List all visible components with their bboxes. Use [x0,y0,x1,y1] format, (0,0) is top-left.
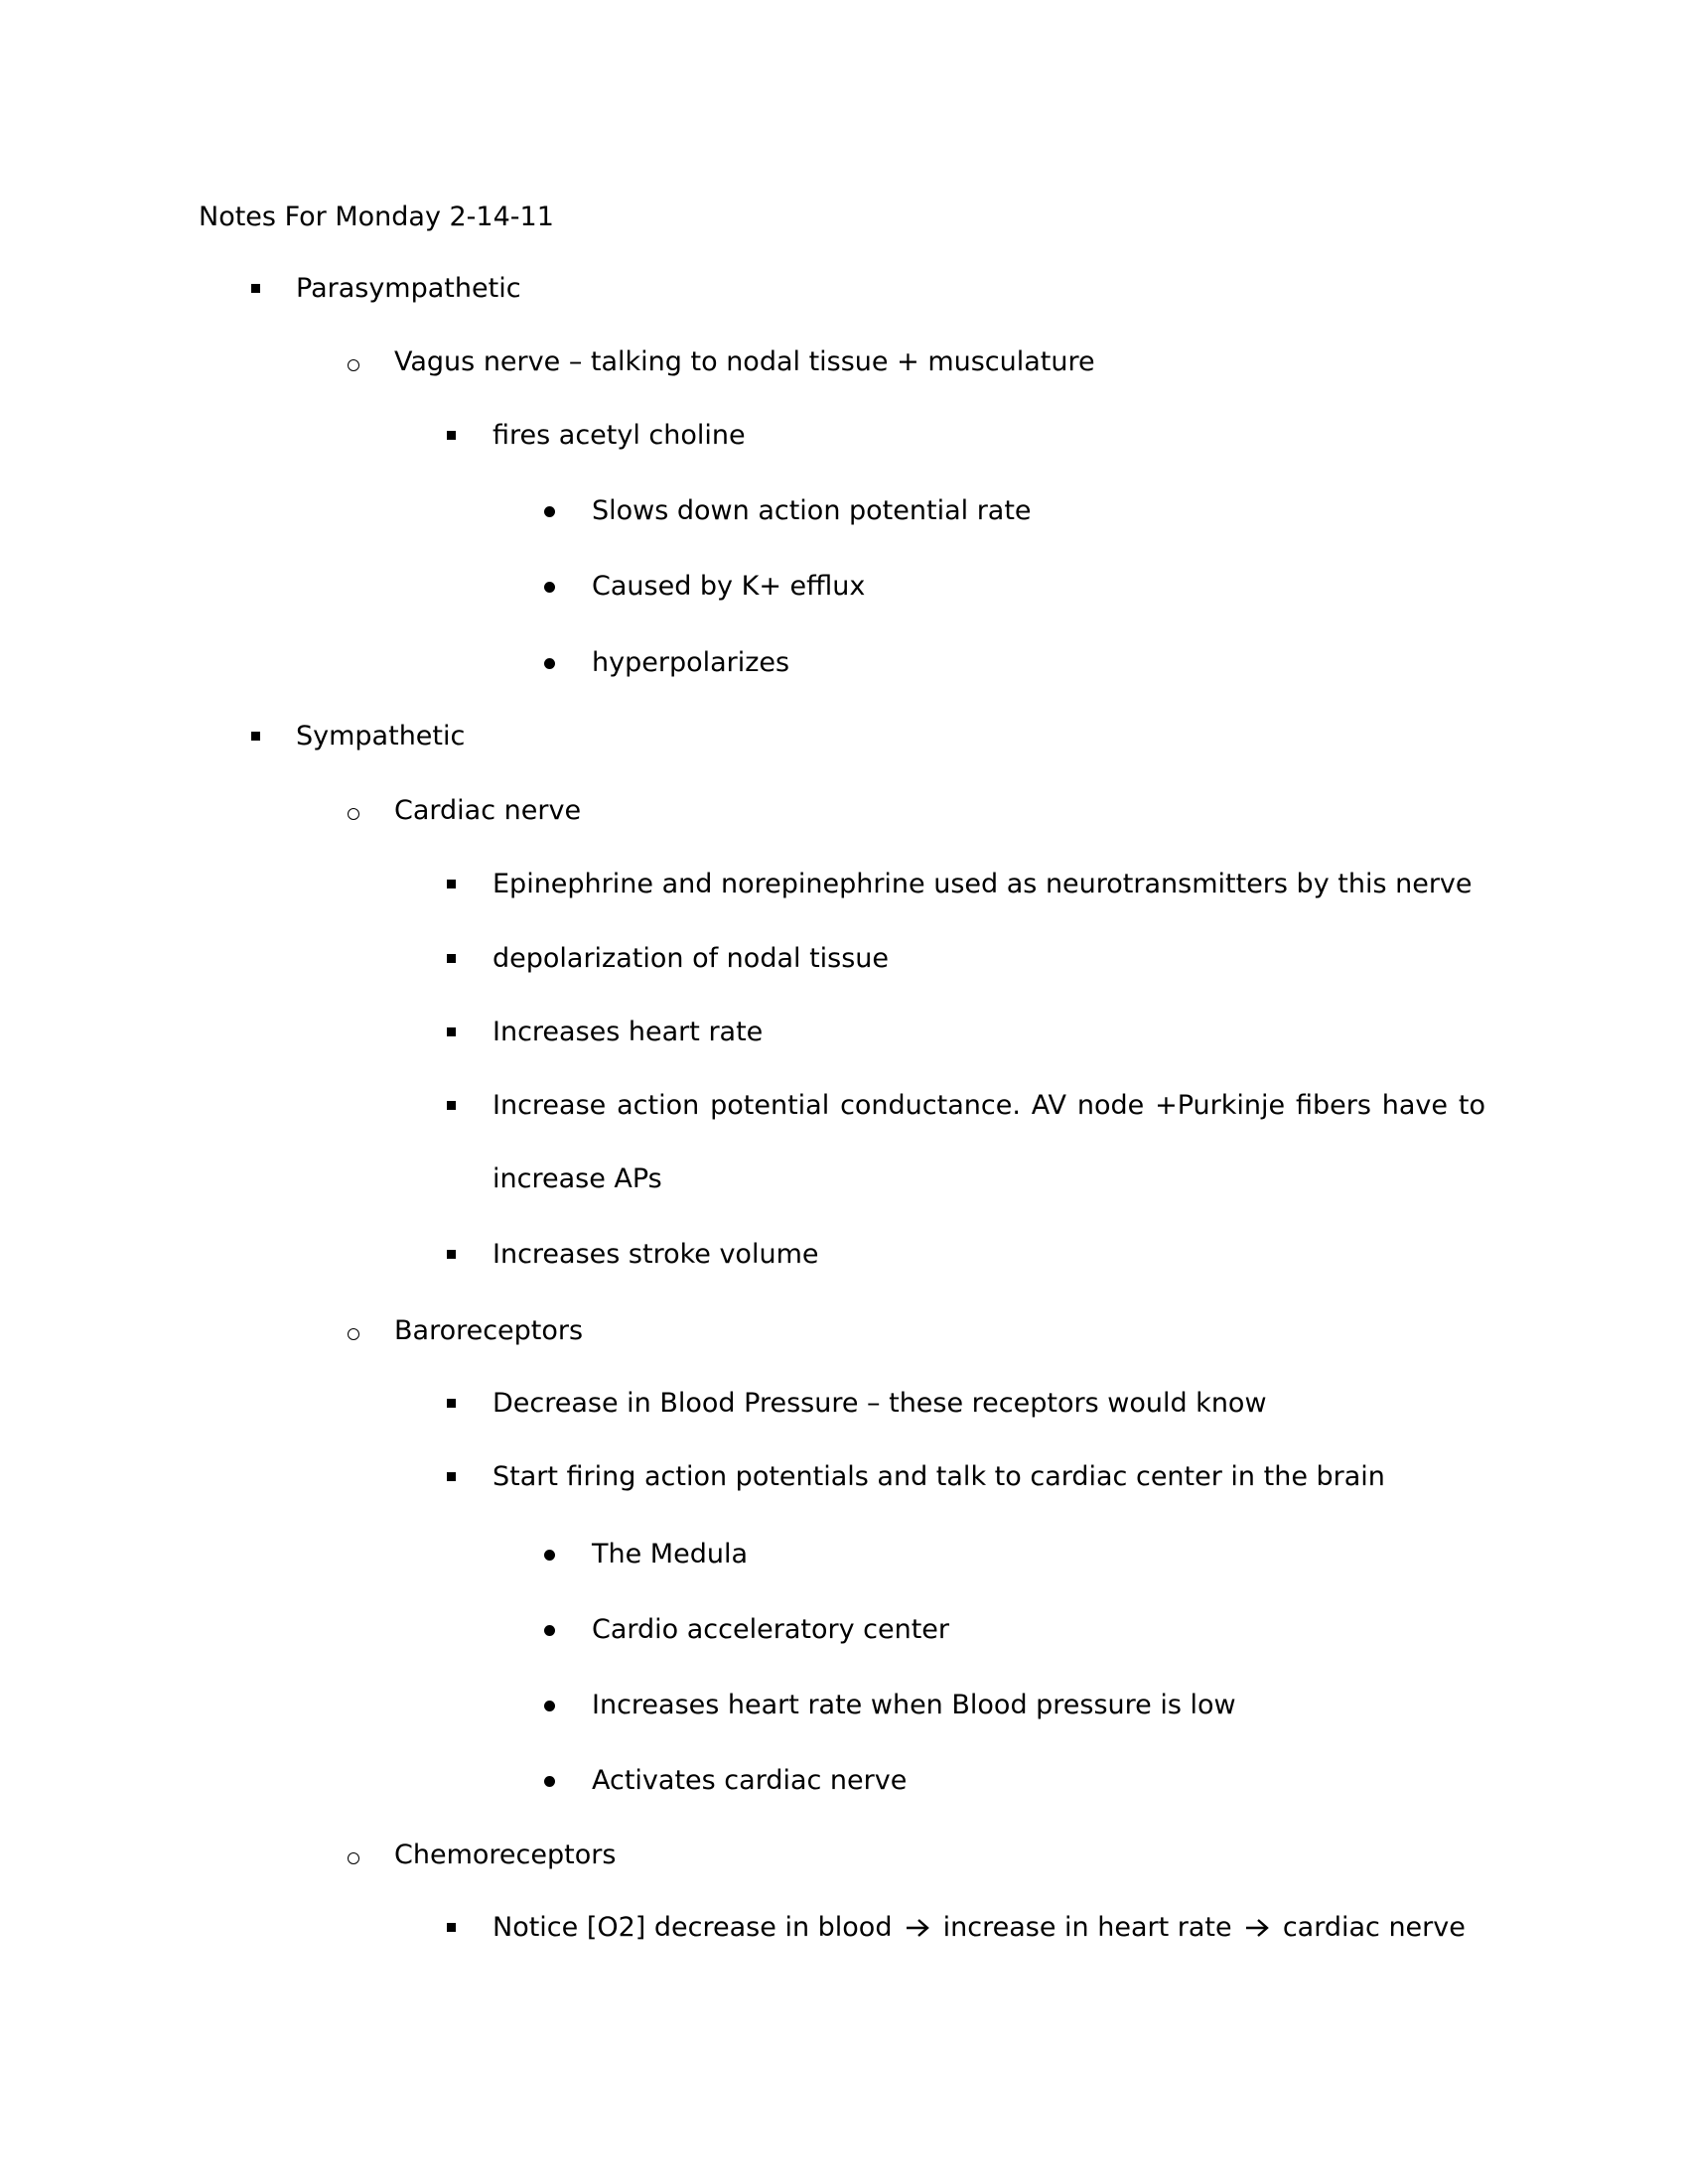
dot-bullet-icon [544,658,555,669]
list-item: Slows down action potential rate [592,495,1032,526]
list-item: Sympathetic [296,721,466,751]
circle-bullet-icon [348,1328,359,1340]
square-bullet-icon [447,431,456,440]
list-item-text: Notice [O2] decrease in blood [492,1912,893,1943]
square-bullet-icon [447,954,456,963]
list-item: Decrease in Blood Pressure – these receptors would know [492,1388,1267,1419]
list-item-text: increase in heart rate [942,1912,1232,1943]
list-item: Increase action potential conductance. AV node +Purkinje fibers have to increase APs [492,1090,1485,1194]
square-bullet-icon [251,284,260,293]
square-bullet-icon [251,732,260,741]
list-item: Epinephrine and norepinephrine used as neurotransmitters by this nerve [492,869,1473,899]
list-item: Vagus nerve – talking to nodal tissue + musculature [394,346,1095,377]
list-item: Increases stroke volume [492,1239,819,1270]
list-item: Chemoreceptors [394,1840,617,1870]
list-item: The Medula [592,1539,749,1570]
list-item: Cardio acceleratory center [592,1614,950,1645]
dot-bullet-icon [544,1701,555,1711]
square-bullet-icon [447,1101,456,1110]
circle-bullet-icon [348,808,359,820]
right-arrow-icon [905,1918,930,1938]
square-bullet-icon [447,1250,456,1259]
list-item [492,1911,1466,1945]
dot-bullet-icon [544,1550,555,1561]
list-item: Increases heart rate when Blood pressure is low [592,1690,1236,1720]
list-item: Baroreceptors [394,1315,584,1346]
list-item: Parasympathetic [296,273,521,304]
list-item: Increases heart rate [492,1017,764,1047]
dot-bullet-icon [544,582,555,593]
list-item: hyperpolarizes [592,647,790,678]
square-bullet-icon [447,1923,456,1932]
circle-bullet-icon [348,1852,359,1864]
page-title: Notes For Monday 2-14-11 [199,202,554,232]
right-arrow-icon [1244,1918,1270,1938]
dot-bullet-icon [544,1776,555,1787]
list-item-text: cardiac nerve [1282,1912,1466,1943]
square-bullet-icon [447,1472,456,1481]
list-item: depolarization of nodal tissue [492,943,890,974]
dot-bullet-icon [544,1625,555,1636]
list-item: Cardiac nerve [394,795,582,826]
square-bullet-icon [447,1399,456,1408]
dot-bullet-icon [544,506,555,517]
list-item: Caused by K+ efflux [592,571,866,602]
list-item: Start firing action potentials and talk to cardiac center in the brain [492,1461,1385,1492]
circle-bullet-icon [348,359,359,371]
square-bullet-icon [447,1027,456,1036]
square-bullet-icon [447,880,456,888]
list-item: fires acetyl choline [492,420,746,451]
list-item: Activates cardiac nerve [592,1765,908,1796]
